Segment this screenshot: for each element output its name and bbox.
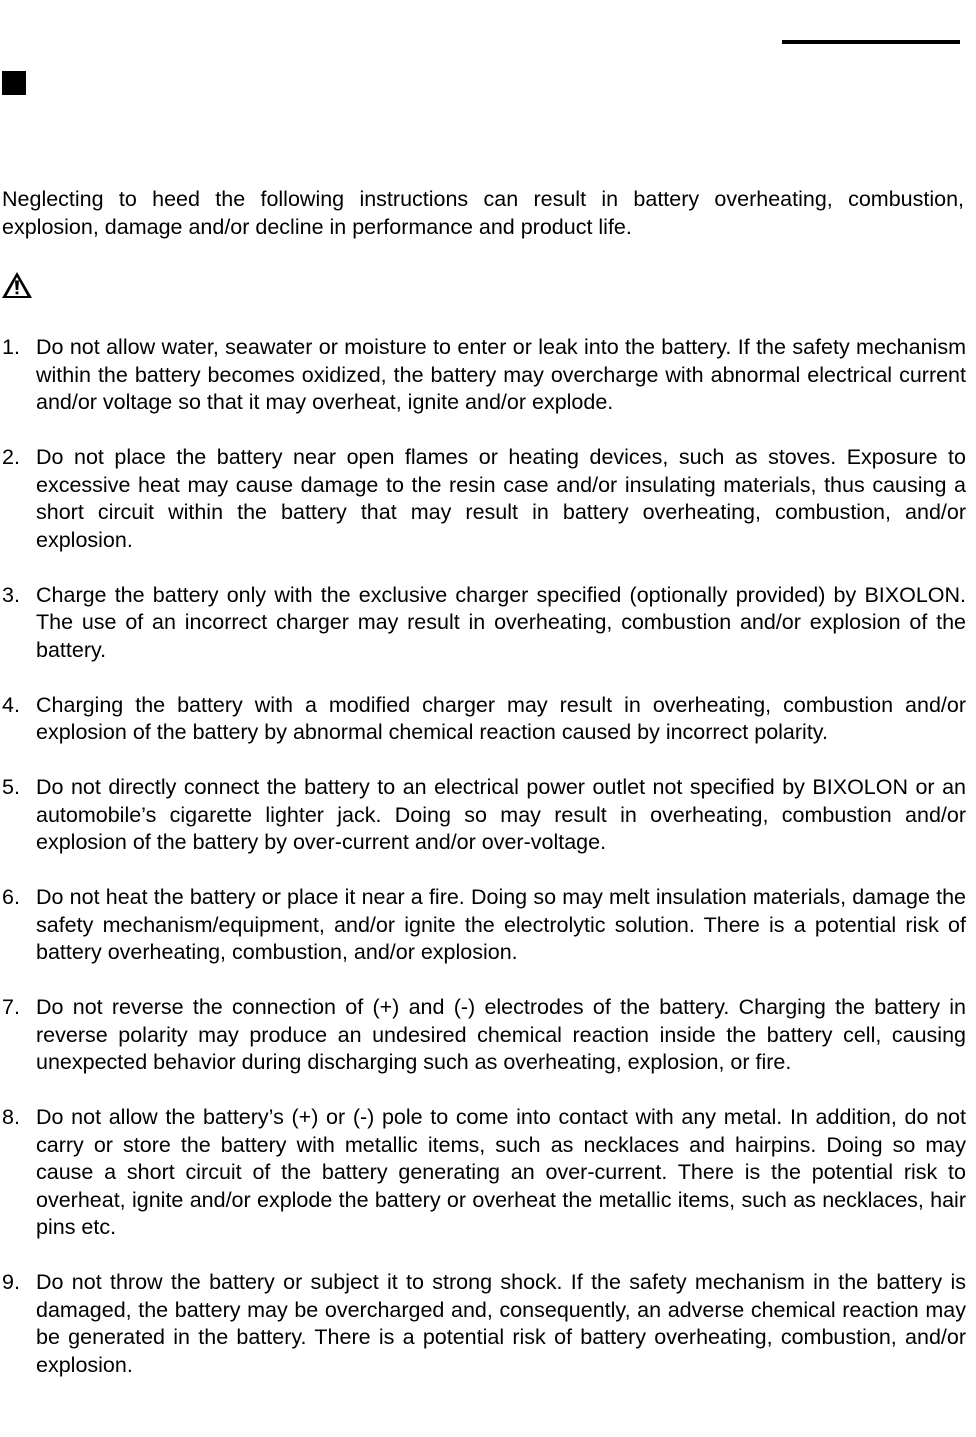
item-text: Do not throw the battery or subject it to strong shock. If the safety mechanism in the battery is damaged, the battery may be overcharged and, consequently, an adverse chemical reaction may be generated in the battery. There is a potential risk of battery overheating, combustion, and/or explosion. (36, 1270, 966, 1377)
item-number: 9. (2, 1270, 20, 1294)
list-item (0, 582, 966, 665)
item-text: Do not heat the battery or place it near a fire. Doing so may melt insulation materials, damage the safety mechanism/equipment, and/or ignite the electrolytic solution. There is a potential risk of battery overheating, combustion, and/or explosion. (36, 885, 966, 964)
item-number: 7. (2, 995, 20, 1019)
item-number: 2. (2, 445, 20, 469)
list-item (0, 1104, 966, 1242)
safety-instructions-list (0, 334, 966, 1407)
list-item (0, 334, 966, 417)
item-text: Do not directly connect the battery to an electrical power outlet not specified by BIXOLON or an automobile’s cigarette lighter jack. Doing so may result in overheating, combustion and/or explosion of the battery by over-current and/or over-voltage. (36, 775, 966, 854)
list-item (0, 444, 966, 554)
item-text: Do not place the battery near open flames or heating devices, such as stoves. Exposure to excessive heat may cause damage to the resin case and/or insulating materials, thus causing a short circuit within the battery that may result in battery overheating, combustion, and/or explosion. (36, 445, 966, 552)
item-number: 6. (2, 885, 20, 909)
header-rule (782, 40, 960, 44)
list-item (0, 884, 966, 967)
list-item (0, 692, 966, 747)
item-number: 3. (2, 582, 20, 607)
item-number: 1. (2, 335, 20, 359)
list-item (0, 1269, 966, 1379)
list-item (0, 994, 966, 1077)
item-text: Do not allow water, seawater or moisture to enter or leak into the battery. If the safety mechanism within the battery becomes oxidized, the battery may overcharge with abnormal electrical current and/or voltage so that it may overheat, ignite and/or explode. (36, 335, 966, 414)
item-text: Charging the battery with a modified charger may result in overheating, combustion and/or explosion of the battery by abnormal chemical reaction caused by incorrect polarity. (36, 692, 966, 744)
item-text: Do not reverse the connection of (+) and (-) electrodes of the battery. Charging the battery in reverse polarity may produce an undesired chemical reaction inside the battery cell, causing unexpected behavior during discharging such as overheating, explosion, or fire. (36, 995, 966, 1074)
list-item (0, 774, 966, 857)
black-square-icon (2, 71, 26, 95)
warning-triangle-icon (1, 271, 33, 299)
item-text: Charge the battery only with the exclusive charger specified (optionally provided) by BIXOLON. The use of an incorrect charger may result in overheating, combustion and/or explosion of the battery. (36, 582, 966, 662)
item-text: Do not allow the battery’s (+) or (-) pole to come into contact with any metal. In addition, do not carry or store the battery with metallic items, such as necklaces and hairpins. Doing so may cause a short circuit of the battery generating an over-current. There is the potential risk to overheat, ignite and/or explode the battery or overheat the metallic items, such as necklaces, hair pins etc. (36, 1105, 966, 1239)
item-number: 8. (2, 1105, 20, 1129)
item-number: 5. (2, 775, 20, 799)
intro-paragraph: Neglecting to heed the following instructions can result in battery overheating, combustion, explosion, damage and/or decline in performance and product life. (2, 187, 964, 239)
item-number: 4. (2, 692, 20, 717)
